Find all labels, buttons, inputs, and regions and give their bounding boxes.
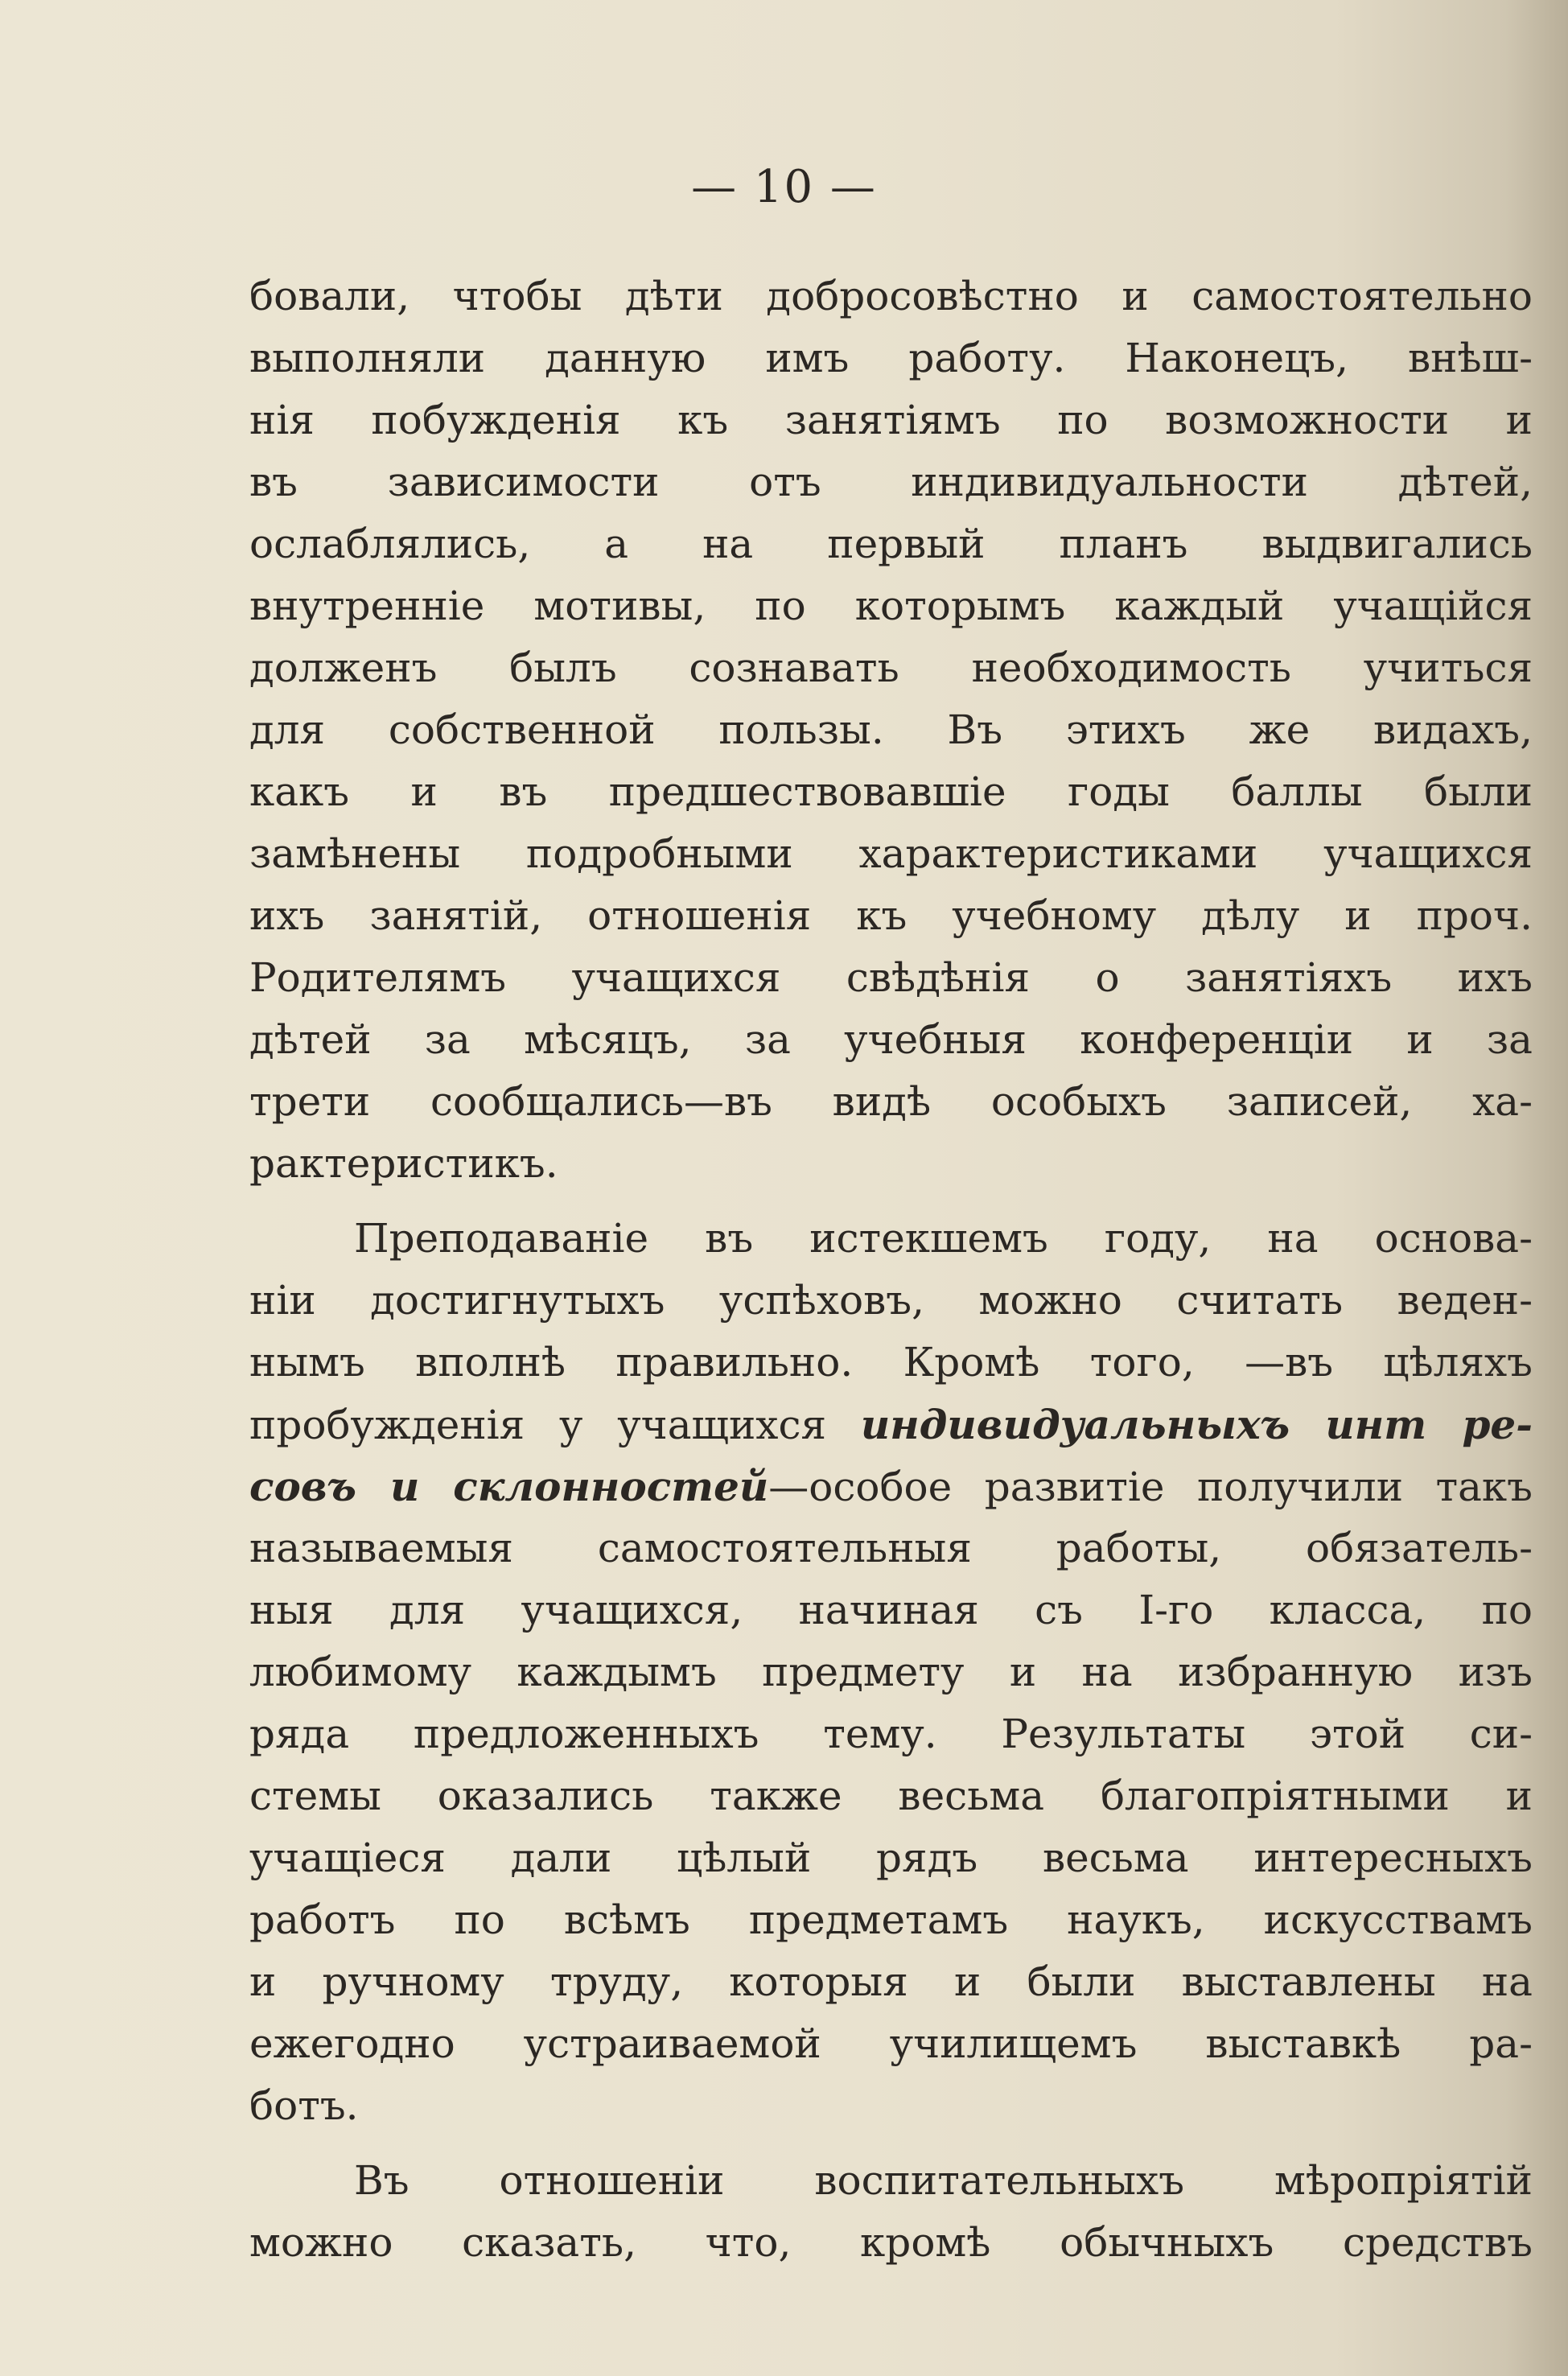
text-line: ніи достигнутыхъ успѣховъ, можно считать веден- — [249, 1277, 1533, 1324]
text-line: долженъ былъ сознавать необходимость учиться — [249, 644, 1533, 691]
text-line: какъ и въ предшествовавшіе годы баллы были — [249, 768, 1533, 815]
paragraph — [249, 1208, 1533, 2137]
emphasized-text: совъ и склонностей — [249, 1463, 769, 1510]
paragraph — [249, 266, 1533, 1195]
text-line: бовали, чтобы дѣти добросовѣстно и самостоятельно — [249, 273, 1533, 319]
text-line-mixed — [249, 1456, 1533, 1517]
text-line: называемыя самостоятельныя работы, обязатель- — [249, 1525, 1533, 1571]
paragraph-gap — [249, 1195, 1533, 1208]
text-line: дѣтей за мѣсяцъ, за учебныя конференціи и за — [249, 1016, 1533, 1063]
text-line: Родителямъ учащихся свѣдѣнія о занятіяхъ ихъ — [249, 954, 1533, 1001]
text-line-mixed — [249, 1394, 1533, 1456]
text-line: ежегодно устраиваемой училищемъ выставкѣ ра- — [249, 2020, 1533, 2067]
body-text — [249, 266, 1533, 2274]
text-line: Преподаваніе въ истекшемъ году, на основа- — [354, 1215, 1533, 1262]
paragraph-gap — [249, 2137, 1533, 2150]
emphasized-text: индивидуальныхъ инт ре- — [860, 1401, 1533, 1448]
text-line: трети сообщались—въ видѣ особыхъ записей, ха- — [249, 1078, 1533, 1125]
text-line: замѣнены подробными характеристиками учащихся — [249, 830, 1533, 877]
text-line: Въ отношеніи воспитательныхъ мѣропріятій — [354, 2157, 1533, 2204]
text-line: ихъ занятій, отношенія къ учебному дѣлу и проч. — [249, 892, 1533, 939]
text-line: для собственной пользы. Въ этихъ же видахъ, — [249, 706, 1533, 753]
text-line: въ зависимости отъ индивидуальности дѣтей, — [249, 459, 1533, 505]
text-line: выполняли данную имъ работу. Наконецъ, внѣш- — [249, 335, 1533, 381]
text-line: можно сказать, что, кромѣ обычныхъ средствъ — [249, 2219, 1533, 2266]
text-line: нымъ вполнѣ правильно. Кромѣ того, —въ цѣляхъ — [249, 1339, 1533, 1386]
text-line: ряда предложенныхъ тему. Результаты этой си- — [249, 1711, 1533, 1757]
text-line: ботъ. — [249, 2082, 359, 2129]
text-line: ослаблялись, а на первый планъ выдвигались — [249, 521, 1533, 567]
text-line: рактеристикъ. — [249, 1140, 558, 1187]
text-line: учащіеся дали цѣлый рядъ весьма интересныхъ — [249, 1835, 1533, 1881]
text-line: внутренніе мотивы, по которымъ каждый учащійся — [249, 583, 1533, 629]
text-line: нія побужденія къ занятіямъ по возможности и — [249, 397, 1533, 443]
text-line: работъ по всѣмъ предметамъ наукъ, искусствамъ — [249, 1896, 1533, 1943]
text-run: пробужденія у учащихся — [249, 1402, 861, 1448]
text-run: —особое развитіе получили такъ — [768, 1464, 1533, 1510]
text-line: любимому каждымъ предмету и на избранную изъ — [249, 1649, 1533, 1695]
text-line: ныя для учащихся, начиная съ I-го класса, по — [249, 1587, 1533, 1633]
text-line: стемы оказались также весьма благопріятными и — [249, 1773, 1533, 1819]
paragraph — [249, 2150, 1533, 2274]
text-line: и ручному труду, которыя и были выставлены на — [249, 1958, 1533, 2005]
page-number: — 10 — — [691, 161, 877, 213]
